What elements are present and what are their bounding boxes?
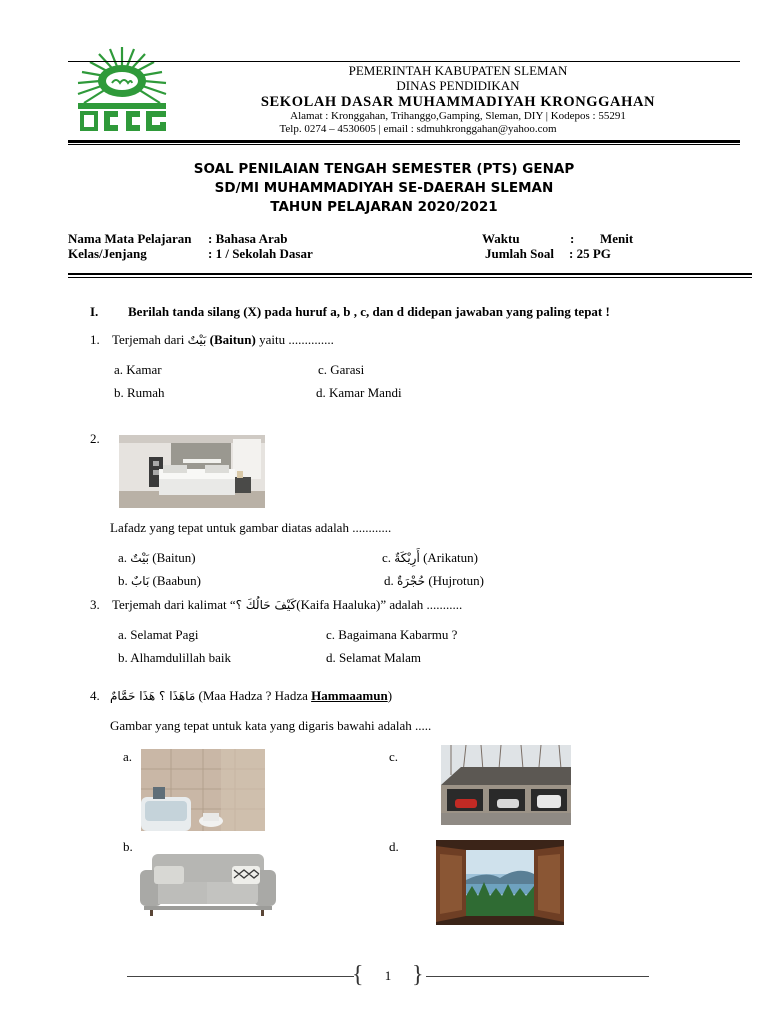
question-3-pre: Terjemah dari kalimat “ bbox=[112, 597, 236, 612]
header-address: Alamat : Kronggahan, Trihanggo,Gamping, Sleman, DIY | Kodepos : 55291 bbox=[290, 110, 626, 122]
q1-option-d[interactable]: d. Kamar Mandi bbox=[316, 385, 402, 400]
academic-year: TAHUN PELAJARAN 2020/2021 bbox=[270, 199, 498, 215]
header-department: DINAS PENDIDIKAN bbox=[396, 78, 520, 93]
question-3-post: (Kaifa Haaluka)” adalah ........... bbox=[296, 597, 463, 612]
subject-value: : Bahasa Arab bbox=[208, 231, 288, 246]
question-count-value: : 25 PG bbox=[569, 246, 611, 261]
question-count-label: Jumlah Soal bbox=[485, 246, 554, 261]
q4-option-c-letter[interactable]: c. bbox=[389, 749, 399, 764]
q4-option-c-garage-image[interactable] bbox=[441, 745, 571, 825]
header-divider bbox=[68, 140, 740, 143]
footer-bracket-left: { bbox=[352, 962, 364, 988]
subject-label: Nama Mata Pelajaran bbox=[68, 231, 192, 246]
q2-option-b-latin: (Baabun) bbox=[152, 573, 201, 588]
q2-option-c[interactable] bbox=[382, 550, 478, 566]
q2-option-b-arabic: بَابٌ bbox=[131, 574, 150, 588]
q2-option-b[interactable] bbox=[118, 573, 201, 589]
q2-option-c-arabic: أَرِيْكَةٌ bbox=[394, 551, 420, 565]
time-separator: : bbox=[570, 231, 575, 246]
question-4-latin-pre: (Maa Hadza ? Hadza bbox=[198, 688, 312, 703]
q2-option-d-latin: (Hujrotun) bbox=[428, 573, 484, 588]
school-logo bbox=[70, 45, 174, 133]
question-3-arabic: كَيْفَ حَالُكَ ؟ bbox=[235, 598, 297, 612]
q4-option-d-window-image[interactable] bbox=[436, 840, 564, 925]
footer-bracket-right: } bbox=[412, 962, 424, 988]
q4-option-b-sofa-image[interactable] bbox=[138, 852, 276, 918]
section-number: I. bbox=[90, 304, 99, 319]
question-1-bold: (Baitun) bbox=[209, 332, 256, 347]
question-4-number: 4. bbox=[90, 688, 100, 703]
q4-option-a-bathroom-image[interactable] bbox=[141, 749, 265, 831]
exam-title: SOAL PENILAIAN TENGAH SEMESTER (PTS) GENAP bbox=[193, 161, 575, 177]
question-1-post: yaitu .............. bbox=[255, 332, 334, 347]
q2-option-d-letter: d. bbox=[384, 573, 394, 588]
header-government: PEMERINTAH KABUPATEN SLEMAN bbox=[348, 63, 568, 78]
q2-option-a-latin: (Baitun) bbox=[152, 550, 196, 565]
time-label: Waktu bbox=[482, 231, 520, 246]
q2-option-a-arabic: بَيْتٌ bbox=[130, 551, 150, 565]
q2-option-a[interactable] bbox=[118, 550, 196, 566]
meta-divider bbox=[68, 273, 752, 275]
question-1-pre: Terjemah dari bbox=[112, 332, 188, 347]
class-label: Kelas/Jenjang bbox=[68, 246, 147, 261]
q3-option-c[interactable]: c. Bagaimana Kabarmu ? bbox=[326, 627, 458, 642]
q1-option-a[interactable]: a. Kamar bbox=[114, 362, 162, 377]
time-value: Menit bbox=[600, 231, 634, 246]
question-1-arabic: بَيْتٌ bbox=[187, 333, 207, 347]
question-1-number: 1. bbox=[90, 332, 100, 347]
q2-option-b-letter: b. bbox=[118, 573, 128, 588]
question-4-text bbox=[110, 688, 392, 704]
q4-option-b-letter[interactable]: b. bbox=[123, 839, 133, 854]
q2-option-a-letter: a. bbox=[118, 550, 128, 565]
header-school-name: SEKOLAH DASAR MUHAMMADIYAH KRONGGAHAN bbox=[260, 94, 656, 110]
page-number: 1 bbox=[384, 968, 392, 983]
class-value: : 1 / Sekolah Dasar bbox=[208, 246, 313, 261]
bedroom-image bbox=[119, 435, 265, 508]
q3-option-a[interactable]: a. Selamat Pagi bbox=[118, 627, 199, 642]
question-4-underlined-word: Hammaamun bbox=[311, 688, 388, 703]
question-2-prompt: Lafadz yang tepat untuk gambar diatas adalah ............ bbox=[110, 520, 392, 535]
exam-subtitle: SD/MI MUHAMMADIYAH SE-DAERAH SLEMAN bbox=[214, 180, 554, 196]
q2-option-c-latin: (Arikatun) bbox=[423, 550, 478, 565]
q4-option-a-letter[interactable]: a. bbox=[123, 749, 133, 764]
q2-option-d-arabic: حُجْرَةٌ bbox=[397, 574, 426, 588]
question-2-number: 2. bbox=[90, 431, 100, 446]
footer-line-left bbox=[127, 976, 354, 977]
q4-option-d-letter[interactable]: d. bbox=[389, 839, 399, 854]
q2-option-c-letter: c. bbox=[382, 550, 392, 565]
question-4-latin-post: ) bbox=[387, 688, 393, 703]
q1-option-c[interactable]: c. Garasi bbox=[318, 362, 365, 377]
question-4-prompt: Gambar yang tepat untuk kata yang digaris bawahi adalah ..... bbox=[110, 718, 432, 733]
q3-option-b[interactable]: b. Alhamdulillah baik bbox=[118, 650, 232, 665]
q3-option-d[interactable]: d. Selamat Malam bbox=[326, 650, 421, 665]
question-3-number: 3. bbox=[90, 597, 100, 612]
question-3-text bbox=[112, 597, 462, 613]
question-4-arabic: مَاهَذَا ؟ هَذَا حَمَّامٌ bbox=[110, 689, 196, 703]
header-contact: Telp. 0274 – 4530605 | email : sdmuhkronggahan@yahoo.com bbox=[279, 123, 557, 135]
q1-option-b[interactable]: b. Rumah bbox=[114, 385, 165, 400]
footer-line-right bbox=[426, 976, 649, 977]
q2-option-d[interactable] bbox=[384, 573, 484, 589]
question-1-text bbox=[112, 332, 334, 348]
section-instruction: Berilah tanda silang (X) pada huruf a, b , c, dan d didepan jawaban yang paling tepat ! bbox=[128, 304, 610, 319]
